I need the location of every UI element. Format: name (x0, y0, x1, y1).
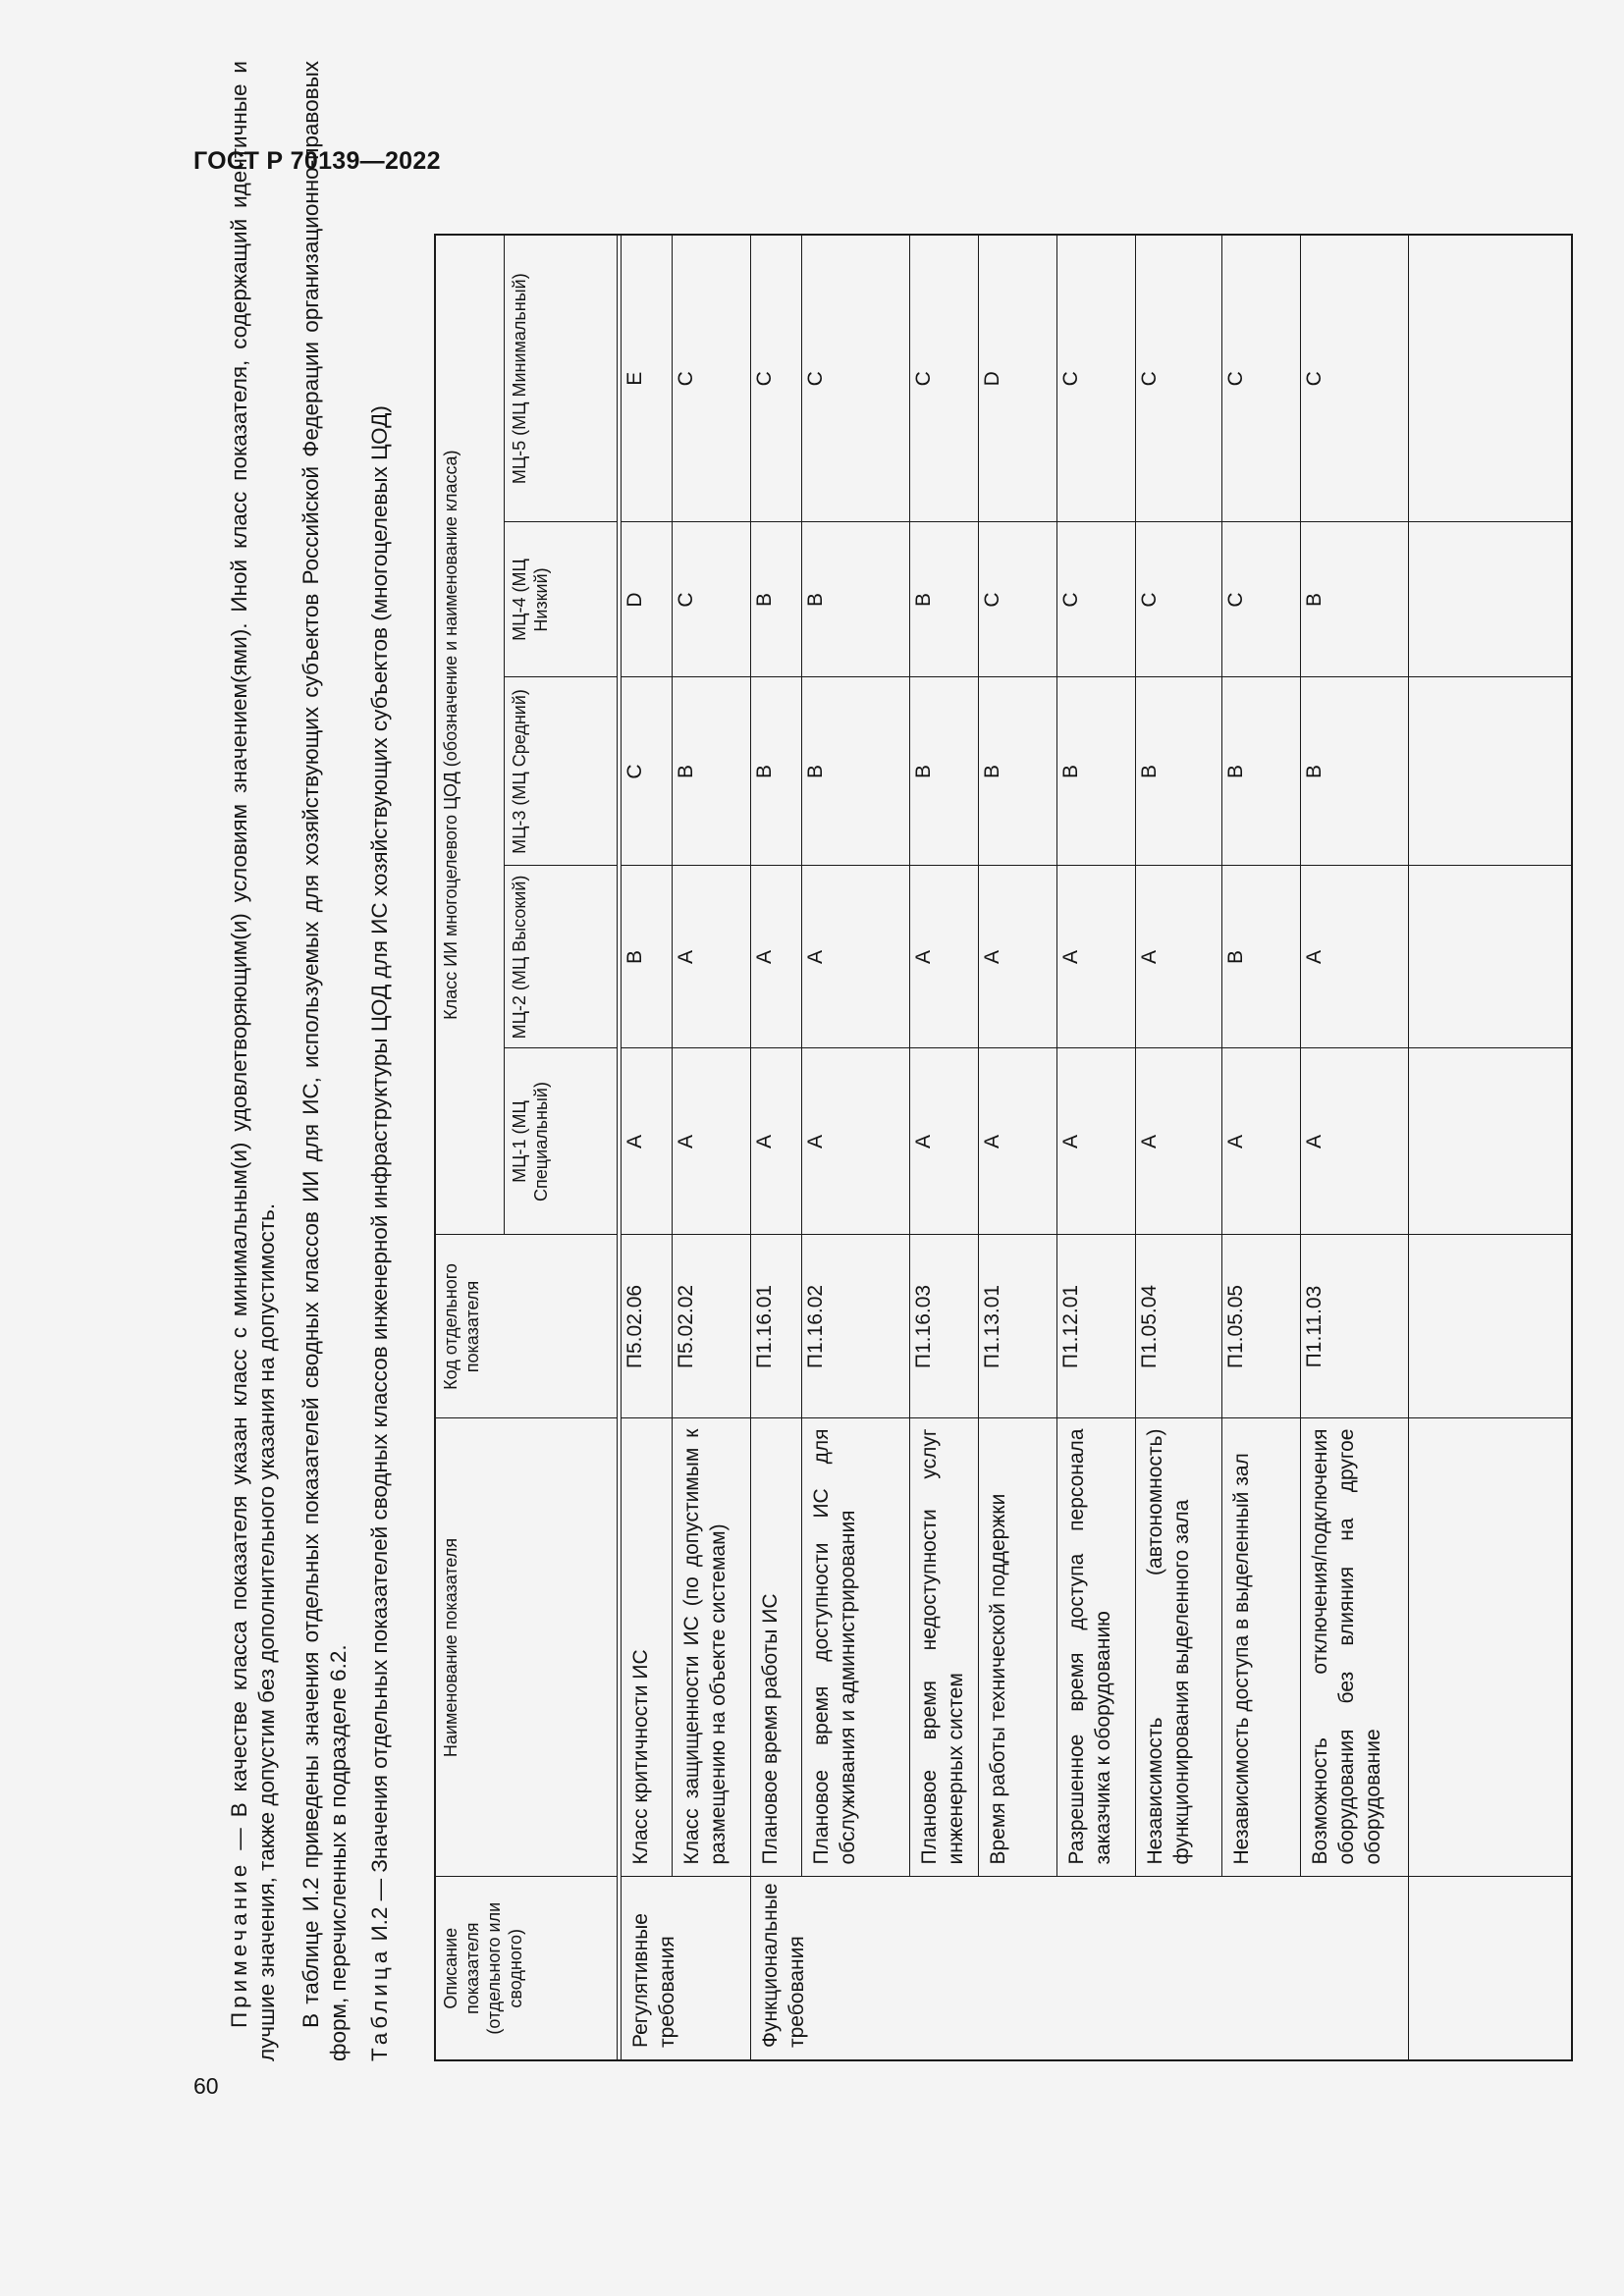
body-paragraph: В таблице И.2 приведены значения отдельных показателей сводных классов ИИ для ИС, используемых для хозяйствующих субъектов Российской Федерации организационно-правовых форм, перечисленных в подразделе 6.2. (298, 61, 351, 2061)
class-value-mc4: B (909, 522, 978, 677)
class-value-mc1: A (1221, 1048, 1300, 1235)
indicator-code: П1.11.03 (1300, 1235, 1408, 1418)
class-value-mc1: A (1135, 1048, 1221, 1235)
indicator-name-cell (1221, 1418, 1300, 1877)
class-value-mc5: C (1221, 235, 1300, 522)
indicator-name-cell (1056, 1418, 1135, 1877)
indicator-code: П5.02.02 (672, 1235, 750, 1418)
class-value-mc2: A (801, 866, 909, 1048)
class-value-mc3: B (801, 677, 909, 866)
page-number: 60 (193, 2073, 219, 2099)
class-value-mc5: C (801, 235, 909, 522)
class-value-mc4: C (1221, 522, 1300, 677)
indicator-code: П1.16.01 (750, 1235, 801, 1418)
indicator-name-cell (1300, 1418, 1408, 1877)
class-value-mc3: B (1056, 677, 1135, 866)
indicator-name-cell (801, 1418, 909, 1877)
class-value-mc3: B (909, 677, 978, 866)
table-row (1135, 235, 1221, 2060)
class-value-mc2: A (1135, 866, 1221, 1048)
indicator-code: П1.16.03 (909, 1235, 978, 1418)
indicator-name-cell (621, 1418, 672, 1877)
class-value-mc1: A (978, 1048, 1056, 1235)
table-row (672, 235, 750, 2060)
indicator-name-cell (909, 1418, 978, 1877)
indicator-name: Время работы технической поддержки (986, 1493, 1009, 1865)
header-class-3: МЦ-3 (МЦ Средний) (504, 677, 617, 866)
class-value-mc4: C (1135, 522, 1221, 677)
class-value-mc1: A (750, 1048, 801, 1235)
table-body-end (1408, 235, 1572, 2060)
rotated-content (226, 61, 1443, 2061)
note-text: — В качестве класса показателя указан класс с минимальным(и) удовлетворяющим(и) условиям значением(ями). Иной класс показателя, содержащий идентичные и лучшие значения, также допустим без дополнительного указания на допустимость. (227, 61, 279, 2061)
class-value-mc2: B (621, 866, 672, 1048)
indicator-code: П1.13.01 (978, 1235, 1056, 1418)
indicator-name-cell (750, 1418, 801, 1877)
indicator-name: Плановое время доступности ИС для обслуживания и администрирования (809, 1428, 859, 1865)
indicator-code: П1.12.01 (1056, 1235, 1135, 1418)
class-value-mc5: C (1135, 235, 1221, 522)
indicator-code: П5.02.06 (621, 1235, 672, 1418)
table-row (1300, 235, 1408, 2060)
indicator-name: Класс критичности ИС (628, 1649, 652, 1865)
indicator-name-cell (672, 1418, 750, 1877)
header-class-4: МЦ-4 (МЦ Низкий) (504, 522, 617, 677)
class-value-mc3: C (621, 677, 672, 866)
class-value-mc1: A (909, 1048, 978, 1235)
section-cell (750, 1877, 1408, 2060)
class-value-mc5: D (978, 235, 1056, 522)
indicator-name-cell (978, 1418, 1056, 1877)
document-title: ГОСТ Р 70139—2022 (193, 147, 441, 175)
note-label: Примечание (227, 1860, 251, 2028)
class-value-mc4: B (1300, 522, 1408, 677)
class-value-mc5: C (909, 235, 978, 522)
class-value-mc2: A (750, 866, 801, 1048)
header-code: Код отдельного показателя (435, 1235, 617, 1418)
class-value-mc4: D (621, 522, 672, 677)
table-row (909, 235, 978, 2060)
table-row (1221, 235, 1300, 2060)
indicator-name: Класс защищенности ИС (по допустимым к размещению на объекте системам) (679, 1428, 730, 1865)
indicator-code: П1.16.02 (801, 1235, 909, 1418)
class-value-mc1: A (672, 1048, 750, 1235)
class-value-mc3: B (750, 677, 801, 866)
indicator-code: П1.05.04 (1135, 1235, 1221, 1418)
section-name: Регулятивные требования (628, 1913, 678, 2048)
class-value-mc3: B (1221, 677, 1300, 866)
table-row (978, 235, 1056, 2060)
header-class-2: МЦ-2 (МЦ Высокий) (504, 866, 617, 1048)
class-value-mc2: A (1300, 866, 1408, 1048)
class-value-mc4: C (1056, 522, 1135, 677)
section-name: Функциональные требования (758, 1883, 808, 2048)
class-value-mc2: A (672, 866, 750, 1048)
class-value-mc1: A (1300, 1048, 1408, 1235)
class-value-mc5: C (1300, 235, 1408, 522)
table-row (621, 235, 672, 2060)
class-value-mc5: C (672, 235, 750, 522)
indicator-name: Плановое время работы ИС (758, 1593, 782, 1865)
class-value-mc2: A (909, 866, 978, 1048)
class-value-mc5: E (621, 235, 672, 522)
class-value-mc3: B (978, 677, 1056, 866)
class-value-mc4: B (750, 522, 801, 677)
caption-label: Таблица (367, 1947, 392, 2061)
header-class-5: МЦ-5 (МЦ Минимальный) (504, 235, 617, 522)
table-body (621, 235, 1408, 2060)
header-name: Наименование показателя (435, 1418, 617, 1877)
class-value-mc1: A (801, 1048, 909, 1235)
indicator-name: Плановое время недоступности услуг инженерных систем (917, 1428, 967, 1865)
table-caption (366, 61, 421, 2061)
class-value-mc1: A (621, 1048, 672, 1235)
indicator-code: П1.05.05 (1221, 1235, 1300, 1418)
table-row (801, 235, 909, 2060)
header-description: Описание показателя (отдельного или сводного) (435, 1877, 617, 2060)
class-value-mc5: C (750, 235, 801, 522)
header-class-group: Класс ИИ многоцелевого ЦОД (обозначение и наименование класса) (435, 235, 504, 1235)
class-value-mc4: B (801, 522, 909, 677)
table-row (1056, 235, 1135, 2060)
class-value-mc3: B (1135, 677, 1221, 866)
indicator-name-cell (1135, 1418, 1221, 1877)
class-value-mc2: A (978, 866, 1056, 1048)
class-value-mc3: B (1300, 677, 1408, 866)
indicator-name: Возможность отключения/подключения оборудования без влияния на другое оборудование (1308, 1428, 1384, 1865)
class-value-mc1: A (1056, 1048, 1135, 1235)
classes-table (434, 234, 1573, 2061)
class-value-mc3: B (672, 677, 750, 866)
indicator-name: Разрешенное время доступа персонала заказчика к оборудованию (1064, 1428, 1114, 1865)
section-cell (621, 1877, 750, 2060)
class-value-mc5: C (1056, 235, 1135, 522)
class-value-mc2: A (1056, 866, 1135, 1048)
indicator-name: Независимость доступа в выделенный зал (1229, 1453, 1253, 1865)
note-paragraph (226, 61, 281, 2061)
indicator-name: Независимость (автономность) функционирования выделенного зала (1143, 1428, 1193, 1865)
class-value-mc4: C (672, 522, 750, 677)
class-value-mc4: C (978, 522, 1056, 677)
caption-text: И.2 — Значения отдельных показателей сводных классов инженерной инфраструктуры ЦОД для ИС хозяйствующих субъектов (многоцелевых ЦОД) (367, 405, 392, 1948)
header-class-1: МЦ-1 (МЦ Специальный) (504, 1048, 617, 1235)
class-value-mc2: B (1221, 866, 1300, 1048)
table-row (750, 235, 801, 2060)
